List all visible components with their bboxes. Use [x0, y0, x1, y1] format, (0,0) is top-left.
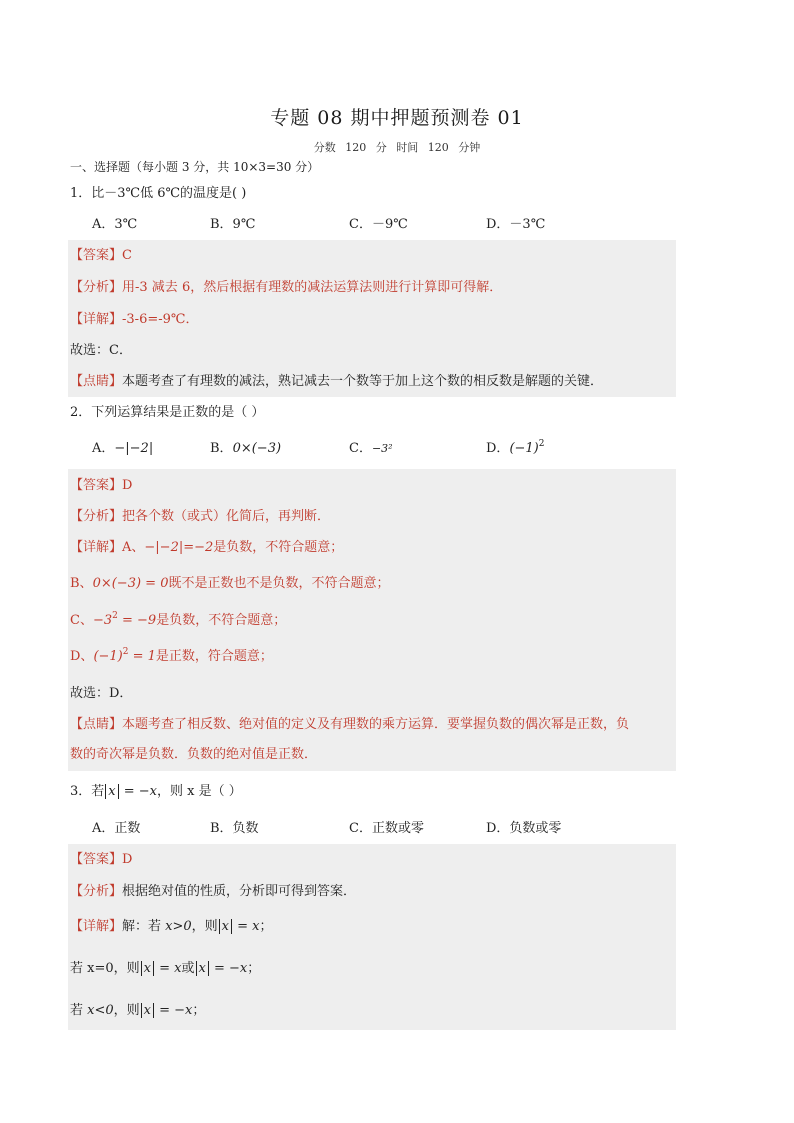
q2-option-d-exp: 2: [538, 439, 545, 449]
q3-detail-3-pre: 若: [70, 1003, 88, 1018]
q3-detail-3-mid: ，则: [113, 1003, 140, 1018]
page-title: 专题 08 期中押题预测卷 01: [270, 107, 524, 129]
q1-option-d: D．－3℃: [486, 217, 546, 232]
analysis-label: 【分析】: [70, 280, 123, 295]
q2-comment-line2: [70, 746, 317, 764]
q1-detail: [70, 311, 198, 329]
q1-analysis: [70, 279, 502, 297]
q2-detail-c-text: 是负数，不符合题意；: [156, 613, 287, 628]
q2-detail-d-base: (−1): [93, 649, 123, 664]
q2-option-d: [486, 440, 544, 458]
q2-detail-b-text: 既不是正数也不是负数，不符合题意；: [168, 576, 390, 591]
q1-option-c: C．－9℃: [349, 217, 408, 232]
analysis-label: 【分析】: [70, 509, 123, 524]
q3-detail-2-end: ；: [247, 961, 261, 976]
q3-detail-3: [70, 1002, 205, 1020]
q2-option-b-label: B．: [210, 441, 233, 456]
q2-detail-c-rest: = −9: [117, 613, 157, 628]
q2-detail-b-expr: 0×(−3) = 0: [92, 576, 169, 591]
q2-detail-a-expr: −|−2|=−2: [144, 540, 214, 555]
q2-detail-d-pre: D、: [70, 649, 94, 664]
q2-detail-d-rest: = 1: [128, 649, 156, 664]
q3-detail-2-rest2: = −x: [209, 961, 248, 976]
q2-detail-d-exp: 2: [122, 647, 129, 657]
q3-detail-2-pre: 若 x=0，则: [70, 961, 140, 976]
q3-detail-1-cond: x>0: [165, 919, 192, 934]
q2-comment-line1: [70, 716, 629, 734]
q3-detail-2-rest: = x: [154, 961, 182, 976]
q2-detail-a-text: 是负数，不符合题意；: [213, 540, 344, 555]
q2-option-a-expr: −|−2|: [114, 441, 154, 456]
detail-label: 【详解】: [70, 540, 123, 555]
q3-detail-1-abs: x: [219, 919, 232, 934]
q3-analysis: [70, 883, 356, 901]
answer-label: 【答案】: [70, 852, 123, 867]
q1-comment: [70, 373, 603, 391]
q2-stem: 2．下列运算结果是正数的是（ ）: [70, 405, 265, 420]
comment-label: 【点睛】: [70, 717, 123, 732]
q3-option-a: A．正数: [92, 821, 141, 836]
q3-detail-3-abs: x: [141, 1003, 154, 1018]
q2-option-a: [92, 440, 153, 458]
q3-stem: [70, 783, 242, 801]
q1-answer-value: C: [122, 248, 132, 263]
q3-detail-2: [70, 960, 260, 978]
q2-option-d-label: D．: [486, 441, 510, 456]
q3-answer-value: D: [122, 852, 133, 867]
q2-detail-c-exp: 2: [112, 611, 118, 621]
answer-label: 【答案】: [70, 478, 123, 493]
q2-comment-text-2: 数的奇次幂是负数．负数的绝对值是正数．: [70, 747, 318, 762]
q2-option-a-label: A．: [92, 441, 115, 456]
q2-analysis: [70, 508, 330, 526]
q3-detail-1: [70, 918, 273, 936]
q1-comment-text: 本题考查了有理数的减法，熟记减去一个数等于加上这个数的相反数是解题的关键．: [122, 374, 604, 389]
q3-detail-3-rest: = −x: [155, 1003, 193, 1018]
page-subtitle: 分数 120 分 时间 120 分钟: [313, 141, 481, 154]
q3-detail-3-end: ；: [192, 1003, 206, 1018]
q3-option-c: C．正数或零: [349, 821, 424, 836]
q3-option-b: B．负数: [210, 821, 259, 836]
q2-choose: 故选：D．: [70, 686, 133, 701]
q1-stem: 1．比－3℃低 6℃的温度是( ): [70, 186, 247, 201]
q3-option-d: D．负数或零: [486, 821, 562, 836]
q3-detail-2-or: 或: [181, 961, 195, 976]
q2-option-c-expr: −3²: [371, 442, 393, 455]
q2-comment-text-1: 本题考查了相反数、绝对值的定义及有理数的乘方运算．要掌握负数的偶次幂是正数，负: [122, 717, 630, 732]
q1-answer: [70, 247, 132, 265]
q3-stem-abs: x: [105, 784, 118, 799]
q2-detail-a-pre: A、: [122, 540, 145, 555]
q2-option-d-base: (−1): [509, 441, 539, 456]
q3-stem-post: ，则 x 是（ ）: [157, 784, 242, 799]
q2-option-c-label: C．: [349, 441, 372, 456]
q3-detail-3-cond: x<0: [87, 1003, 114, 1018]
answer-label: 【答案】: [70, 248, 123, 263]
detail-label: 【详解】: [70, 919, 123, 934]
q2-detail-b-pre: B、: [70, 576, 93, 591]
detail-label: 【详解】: [70, 312, 123, 327]
analysis-label: 【分析】: [70, 884, 123, 899]
q2-detail-c-pre: C、: [70, 613, 93, 628]
q2-detail-c-base: −3: [92, 613, 113, 628]
q3-detail-2-abs: x: [141, 961, 154, 976]
q2-analysis-text: 把各个数（或式）化简后，再判断．: [122, 509, 331, 524]
q1-choose: 故选：C．: [70, 343, 132, 358]
section-heading: 一、选择题（每小题 3 分，共 10×3=30 分）: [70, 160, 320, 174]
q2-detail-a: [70, 539, 343, 557]
q1-detail-text: -3-6=-9℃．: [122, 312, 199, 327]
q3-detail-1-rest: = x: [233, 919, 260, 934]
q2-option-b: [210, 440, 281, 458]
q2-answer-value: D: [122, 478, 133, 493]
q3-detail-1-mid: ，则: [191, 919, 218, 934]
q2-option-c: [349, 440, 393, 458]
q2-detail-d-text: 是正数，符合题意；: [155, 649, 273, 664]
q2-answer: [70, 477, 132, 495]
q3-detail-1-end: ；: [259, 919, 273, 934]
q1-analysis-text: 用-3 减去 6，然后根据有理数的减法运算法则进行计算即可得解．: [122, 280, 503, 295]
q3-analysis-text: 根据绝对值的性质，分析即可得到答案．: [122, 884, 357, 899]
q3-stem-pre: 3．若: [70, 784, 105, 799]
q2-detail-b: [70, 575, 389, 593]
q3-stem-rest: = −x: [119, 784, 158, 799]
q1-option-a: A．3℃: [92, 217, 138, 232]
q3-detail-2-abs2: x: [196, 961, 209, 976]
q2-detail-d: [70, 648, 273, 666]
q2-detail-c: [70, 612, 286, 630]
comment-label: 【点睛】: [70, 374, 123, 389]
q3-detail-1-pre: 解：若: [122, 919, 166, 934]
q2-option-b-expr: 0×(−3): [232, 441, 282, 456]
q1-option-b: B．9℃: [210, 217, 256, 232]
q3-answer: [70, 851, 132, 869]
